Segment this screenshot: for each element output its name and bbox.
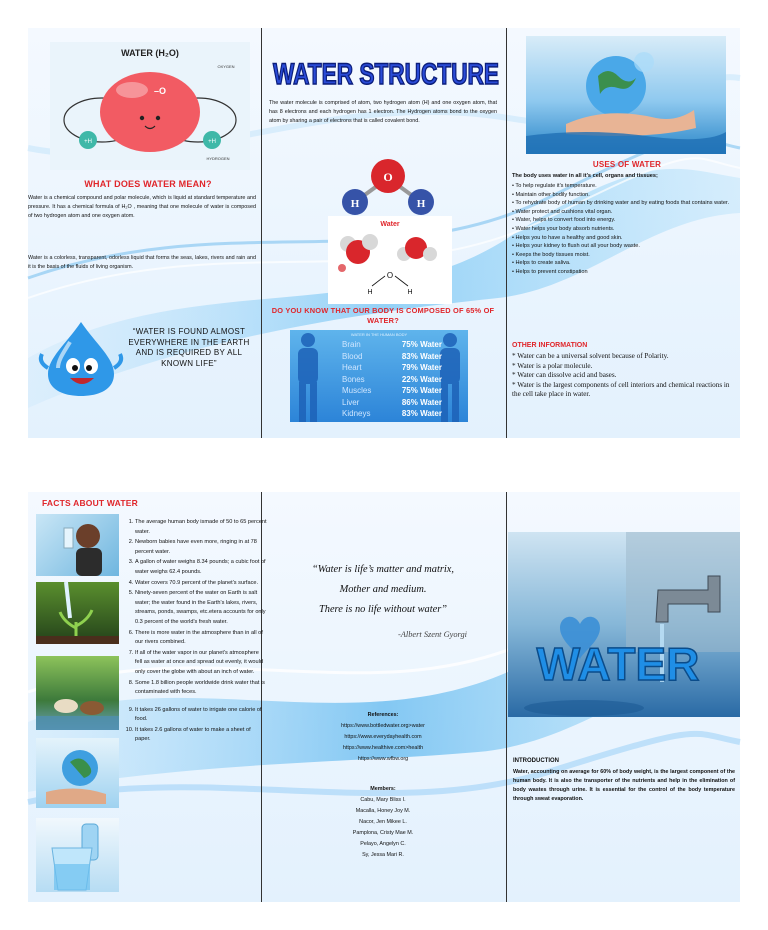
water-description-paragraph: Water is a colorless, transparent, odorless liquid that forms the seas, lakes, rivers and rain and it is the basis of the fluids of living organism. <box>28 255 256 270</box>
other-information-heading: OTHER INFORMATION <box>512 342 588 349</box>
member-name: Cabu, Mary Bliss I. <box>360 797 406 803</box>
facts-about-water-heading: FACTS ABOUT WATER <box>42 498 138 508</box>
body-water-rows <box>342 339 442 420</box>
body-table-title: WATER IN THE HUMAN BODY <box>350 332 408 337</box>
fact-item: 1. The average human body ismade of 50 to 65 percent water. <box>135 518 267 537</box>
body-water-row <box>342 385 442 397</box>
h2o-ball-molecule <box>333 156 443 218</box>
brochure-outside-page <box>28 28 740 438</box>
organ-name: Liver <box>342 397 360 407</box>
water-structure-paragraph: The water molecule is comprised of atom, two hydrogen atom (H) and one oxygen atom, that has 8 electrons and each hydrogen has 1 electron. The Hydrogen atoms bond to the oxygen atom by sharing a pair of electrons that is called covalent bond. <box>269 100 497 124</box>
quote-line-2: Mother and medium. <box>339 584 427 595</box>
members-list <box>268 795 498 861</box>
cattle-at-river-photo <box>36 656 119 730</box>
reference-item: https://www.bottledwater.org>water <box>341 723 425 729</box>
oxygen-label: OXYGEN <box>217 64 235 69</box>
quote-author: -Albert Szent Gyorgi <box>398 630 468 639</box>
water-diagram-label: Water <box>380 221 400 228</box>
reference-item: https://www.healthive.com>health <box>342 745 424 751</box>
other-info-item: * Water can be a universal solvent because of Polarity. <box>512 352 669 360</box>
organ-name: Kidneys <box>342 409 371 418</box>
references-block <box>268 710 498 765</box>
fact-item: 7. If all of the water vapor in our planet's atmosphere fell as water at once and spread out evenly, it would only cover the globe with about an inch of water. <box>135 649 267 678</box>
szent-gyorgi-quote <box>268 560 498 620</box>
uses-of-water-list <box>512 182 738 277</box>
organ-name: Bones <box>342 374 365 384</box>
water-structure-title <box>266 48 506 94</box>
member-name: Pelayo, Angelyn C. <box>360 841 406 847</box>
water-molecule-cartoon <box>50 42 250 170</box>
water-drop-mascot-icon <box>36 318 126 398</box>
what-does-water-mean-heading: WHAT DOES WATER MEAN? <box>84 179 212 189</box>
fact-item: 2. Newborn babies have even more, ringing in at 78 percent water. <box>135 538 267 557</box>
uses-intro: The body uses water in all it's cell, organs and tissues; <box>512 173 658 179</box>
member-name: Pamplona, Cristy Mae M. <box>352 830 414 836</box>
organ-name: Heart <box>342 363 362 372</box>
globe-in-hands-image <box>526 36 726 154</box>
body-water-question: DO YOU KNOW THAT OUR BODY IS COMPOSED OF 65% OF WATER? <box>271 306 495 325</box>
other-info-item: * Water is the largest components of cell interiors and chemical reactions in the cell take place in water. <box>512 380 730 399</box>
fact-item: 10. It takes 2.6 gallons of water to make a sheet of paper. <box>135 726 267 745</box>
references-title: References: <box>367 712 399 718</box>
body-water-row <box>342 374 442 386</box>
members-title: Members: <box>370 786 396 792</box>
organ-water-percent: 22% Water <box>401 374 442 384</box>
water-everywhere-quote: “WATER IS FOUND ALMOST EVERYWHERE IN THE EARTH AND IS REQUIRED BY ALL KNOWN LIFE” <box>128 327 250 368</box>
fact-item: 5. Ninety-seven percent of the water on Earth is salt water; the water found in the Earth's lakes, rivers, streams, ponds, swamps, etc.etera accounts for only 0.3 percent of the world's fresh water. <box>135 589 267 627</box>
hands-globe-water-photo <box>526 36 726 154</box>
woman-drinking-water-photo <box>36 514 119 576</box>
fact-item: 3. A gallon of water weighs 8.34 pounds; a cubic foot of water weighs 62.4 pounds. <box>135 558 267 577</box>
use-item: • Maintain other bodily function. <box>512 191 590 198</box>
hydrogen-atom-label-right: H <box>416 198 426 210</box>
water-cover-photo <box>508 532 740 717</box>
use-item: • Keeps the body tissues moist. <box>512 251 590 258</box>
introduction-paragraph: Water, accounting on average for 60% of body weight, is the largest component of the human body. It is also the transporter of the nutrients and help in the elimination of body wastes through urine. It is essential for the control of the body temperature through sweat evaporation. <box>513 769 735 802</box>
fact-item: 9. It takes 26 gallons of water to irrigate one calorie of food. <box>135 706 267 725</box>
fact-item: 8. Some 1.8 billion people worldwide drink water that is contaminated with feces. <box>135 679 267 698</box>
use-item: • Helps your kidney to flush out all your body waste. <box>512 243 640 250</box>
water-cover-word: WATER <box>536 638 700 690</box>
organ-water-percent: 83% Water <box>401 409 442 418</box>
hydrogen-label: HYDROGEN <box>206 156 230 161</box>
organ-name: Blood <box>342 351 363 361</box>
organ-water-percent: 75% Water <box>401 340 442 349</box>
use-item: • To rehydrate body of human by drinking water and by eating foods that contains water. <box>512 200 730 207</box>
organ-water-percent: 86% Water <box>401 397 442 407</box>
organ-water-percent: 79% Water <box>401 363 442 372</box>
reference-item: https://www.wfbw.org <box>357 756 409 762</box>
water-bottle-glass-photo <box>36 818 119 892</box>
fold-line <box>261 28 262 438</box>
oxygen-symbol: –O <box>153 86 167 96</box>
organ-name: Brain <box>342 340 361 349</box>
other-info-item: * Water can dissolve acid and bases. <box>512 371 617 380</box>
member-name: Sy, Jessa Mari R. <box>362 852 404 858</box>
use-item: • Helps to prevent constipation <box>512 268 588 275</box>
member-name: Nacor, Jen Mikee L. <box>359 819 407 825</box>
use-item: • Helps to create saliva. <box>512 260 571 267</box>
use-item: • Helps you to have a healthy and good skin. <box>512 234 623 241</box>
water-structure-title-text: WATER STRUCTURE <box>273 58 499 91</box>
watering-plant-photo <box>36 582 119 644</box>
body-water-row <box>342 362 442 374</box>
organ-water-percent: 83% Water <box>401 351 442 361</box>
brochure-inside-page <box>28 492 740 902</box>
member-name: Macalla, Honey Joy M. <box>355 808 411 814</box>
use-item: • To help regulate it's temperature. <box>512 183 597 189</box>
uses-of-water-heading: USES OF WATER <box>592 160 662 169</box>
quote-line-3: There is no life without water” <box>318 604 448 615</box>
fold-line <box>506 28 507 438</box>
fact-item: 4. Water covers 70.9 percent of the planet's surface. <box>135 579 267 589</box>
references-list <box>268 721 498 765</box>
organ-name: Muscles <box>342 386 372 395</box>
body-water-row <box>342 397 442 409</box>
water-facts-list <box>123 518 267 746</box>
svg-text:H: H <box>407 289 413 296</box>
fold-line <box>506 492 507 902</box>
water-definition-paragraph: Water is a chemical compound and polar molecule, which is liquid at standard temperature and pressure. It has a chemical formula of H₂O , meaning that one molecule of water is composed of two hydrogen atom and one oxygen atom. <box>28 195 256 219</box>
water-molecule-diagram <box>328 216 452 304</box>
use-item: • Water protect and cushions vital organ. <box>512 208 613 215</box>
molecule-title: WATER (H₂O) <box>121 48 179 58</box>
hydrogen-symbol-right: +H <box>208 139 216 145</box>
other-information-list <box>512 352 738 400</box>
introduction-heading: INTRODUCTION <box>513 758 559 764</box>
faucet-heart-drop-image <box>508 532 740 717</box>
reference-item: https://www.everydayhealth.com <box>344 734 422 740</box>
quote-line-1: “Water is life’s matter and matrix, <box>311 564 454 575</box>
water-in-body-infographic <box>290 330 468 422</box>
use-item: • Water, helps to convert food into energy. <box>512 217 616 224</box>
body-water-row <box>342 351 442 363</box>
svg-text:H: H <box>367 289 373 296</box>
hydrogen-atom-label-left: H <box>350 198 360 210</box>
members-block <box>268 784 498 861</box>
hand-holding-globe-photo <box>36 738 119 808</box>
body-water-row <box>342 408 442 420</box>
svg-text:O: O <box>386 271 394 280</box>
oxygen-atom-label: O <box>383 170 393 184</box>
fact-item: 6. There is more water in the atmosphere than in all of our rivers combined. <box>135 629 267 648</box>
organ-water-percent: 75% Water <box>401 386 442 395</box>
use-item: • Water helps your body absorb nutrients. <box>512 225 615 232</box>
hydrogen-symbol-left: +H <box>84 139 92 145</box>
other-info-item: * Water is a polar molecule. <box>512 361 593 370</box>
body-water-row <box>342 339 442 351</box>
